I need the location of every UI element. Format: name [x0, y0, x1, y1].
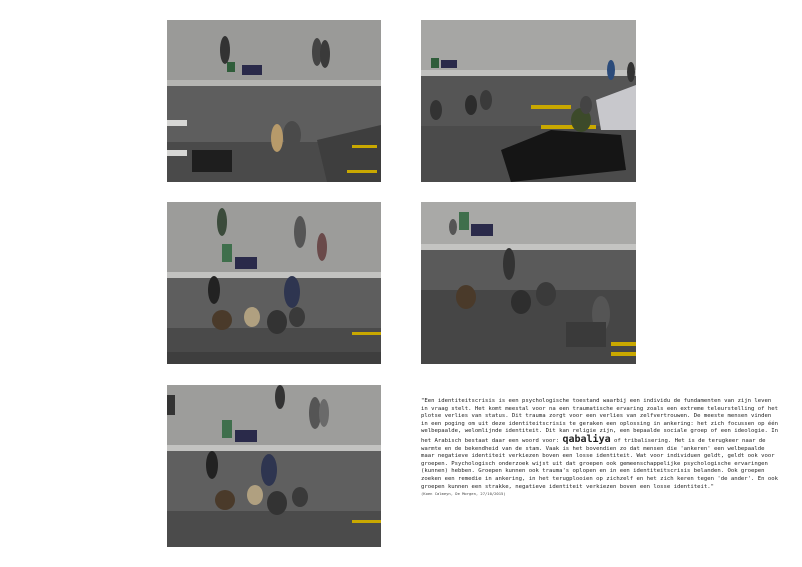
essay-text-part1: "Een identiteitscrisis is een psychologische toestand waarbij een individu de fundamenten van zijn leven in vraag stelt. Het komt meestal voor na een traumatische ervaring zoals een extreme teleurstelling of het plotse verlies van status. Dit trauma zorgt voor een verlies van zelfvertrouwen. De meeste mensen vinden in een poging om uit deze identiteitscrisis te geraken een oplossing in ankering: het zich focussen op één welbepaalde, welomlijnde identiteit. Dit kan religie zijn, een bepaalde sociale groep of een ideologie. In het Arabisch bestaat daar een woord voor:	[421, 398, 778, 444]
street-photo-4	[421, 202, 636, 364]
street-photo-3	[167, 202, 381, 364]
street-photo-1	[167, 20, 381, 182]
essay-text-part2: of tribalisering. Het is de terugkeer naar de warmte en de bekendheid van de stam. Vaak is het bovendien zo dat mensen die 'ankeren' een welbepaalde maar negatieve identiteit verkiezen boven een losse identiteit. Wat voor individuen geldt, geldt ook voor groepen. Psychologisch onderzoek wijst uit dat groepen ook gemeenschappelijke psychologische ervaringen (kunnen) hebben. Groepen kunnen ook trauma's oplopen en in een identiteitscrisis belanden. Ook groepen zoeken een remedie in ankering, in het terugplooien op zichzelf en het zich keren tegen 'de ander'. En ook groepen kunnen een strakke, negatieve identiteit verkiezen boven een losse identiteit."	[421, 437, 778, 490]
essay-source: (Koen Calmeyn, De Morgen, 27/10/2015)	[421, 491, 506, 497]
essay-quote	[421, 398, 781, 496]
street-photo-2	[421, 20, 636, 182]
street-photo-5	[167, 385, 381, 547]
essay-keyword: qabaliya	[562, 433, 611, 445]
